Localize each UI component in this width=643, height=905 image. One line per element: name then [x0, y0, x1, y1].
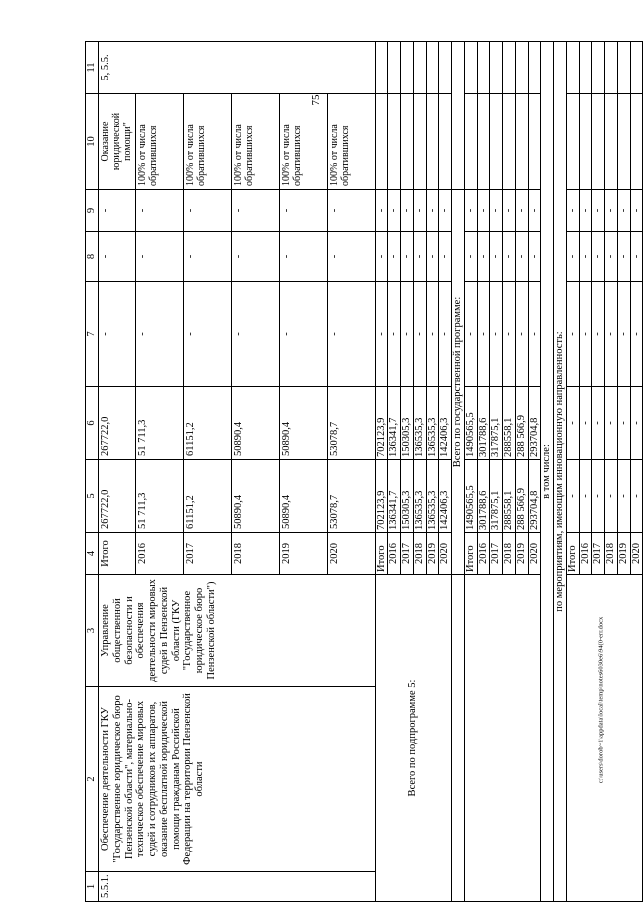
- empty-cell: [515, 94, 528, 190]
- value-cell: 136535,3: [413, 460, 426, 533]
- value-cell: 50890,4: [279, 387, 327, 460]
- value-cell: 293704,8: [528, 387, 541, 460]
- value-cell: -: [426, 232, 439, 282]
- value-cell: -: [592, 282, 605, 387]
- value-cell: -: [401, 190, 414, 232]
- header-cell: 11: [86, 42, 99, 94]
- year-cell: 2019: [426, 533, 439, 575]
- empty-cell: [490, 94, 503, 190]
- empty-cell: [464, 94, 477, 190]
- value-cell: 317875,1: [490, 460, 503, 533]
- value-cell: -: [327, 190, 375, 232]
- value-cell: -: [327, 282, 375, 387]
- empty-cell: [413, 94, 426, 190]
- empty-cell: [426, 94, 439, 190]
- year-cell: 2016: [579, 533, 592, 575]
- year-cell: 2016: [135, 533, 183, 575]
- header-row: [86, 42, 99, 902]
- activity-executor: Управление общественной безопасности и обеспечения деятельности мировых судей в Пензенской области (ГКУ "Государственное юридическое бюро Пензенской области"): [99, 575, 376, 687]
- value-cell: -: [605, 232, 618, 282]
- year-cell: Итого: [99, 533, 136, 575]
- empty-cell: [401, 94, 414, 190]
- value-cell: -: [515, 190, 528, 232]
- value-cell: -: [630, 460, 643, 533]
- value-cell: 702123,9: [375, 387, 388, 460]
- table-row: [452, 42, 465, 902]
- value-cell: -: [279, 282, 327, 387]
- empty-cell: [375, 94, 388, 190]
- value-cell: -: [439, 282, 452, 387]
- indicator-cell: 100% от числа обратившихся: [183, 94, 231, 190]
- value-cell: -: [605, 387, 618, 460]
- section-label: по мероприятиям, имеющим инновационную направленность:: [554, 42, 567, 902]
- value-cell: -: [617, 190, 630, 232]
- value-cell: -: [388, 190, 401, 232]
- value-cell: -: [528, 190, 541, 232]
- value-cell: -: [490, 282, 503, 387]
- empty-cell: [515, 42, 528, 94]
- value-cell: 50890,4: [279, 460, 327, 533]
- empty-cell: [592, 42, 605, 94]
- value-cell: -: [579, 460, 592, 533]
- value-cell: -: [183, 190, 231, 232]
- table-row: [375, 42, 388, 902]
- year-cell: 2018: [231, 533, 279, 575]
- year-cell: 2016: [477, 533, 490, 575]
- empty-cell: [503, 94, 516, 190]
- value-cell: -: [503, 282, 516, 387]
- year-cell: 2020: [439, 533, 452, 575]
- program-table: [85, 41, 643, 902]
- year-cell: 2020: [327, 533, 375, 575]
- value-cell: -: [490, 190, 503, 232]
- value-cell: 142406,3: [439, 387, 452, 460]
- empty-cell: [630, 94, 643, 190]
- value-cell: -: [630, 387, 643, 460]
- value-cell: -: [490, 232, 503, 282]
- value-cell: -: [231, 232, 279, 282]
- year-cell: 2016: [388, 533, 401, 575]
- year-cell: 2017: [490, 533, 503, 575]
- value-cell: -: [579, 387, 592, 460]
- value-cell: -: [617, 460, 630, 533]
- empty-cell: [375, 42, 388, 94]
- value-cell: -: [426, 190, 439, 232]
- empty-cell: [605, 94, 618, 190]
- empty-cell: [464, 575, 541, 902]
- value-cell: -: [279, 232, 327, 282]
- value-cell: -: [279, 190, 327, 232]
- value-cell: -: [528, 232, 541, 282]
- empty-cell: [566, 575, 643, 902]
- value-cell: 50890,4: [231, 460, 279, 533]
- year-cell: Итого: [566, 533, 579, 575]
- header-cell: 6: [86, 387, 99, 460]
- year-cell: Итого: [375, 533, 388, 575]
- value-cell: -: [630, 282, 643, 387]
- value-cell: 51 711,3: [135, 387, 183, 460]
- value-cell: 702123,9: [375, 460, 388, 533]
- empty-cell: [579, 94, 592, 190]
- empty-cell: [477, 42, 490, 94]
- indicator-cell: 100% от числа обратившихся: [135, 94, 183, 190]
- empty-cell: [579, 42, 592, 94]
- value-cell: -: [439, 190, 452, 232]
- value-cell: -: [183, 282, 231, 387]
- value-cell: -: [528, 282, 541, 387]
- value-cell: 51 711,3: [135, 460, 183, 533]
- table-row: [464, 42, 477, 902]
- value-cell: -: [617, 387, 630, 460]
- value-cell: 53078,7: [327, 387, 375, 460]
- header-cell: 1: [86, 872, 99, 902]
- value-cell: -: [464, 232, 477, 282]
- empty-cell: [452, 575, 465, 902]
- value-cell: 293704,8: [528, 460, 541, 533]
- empty-cell: [528, 42, 541, 94]
- year-cell: 2017: [183, 533, 231, 575]
- empty-cell: [452, 42, 465, 190]
- header-cell: 9: [86, 190, 99, 232]
- subtotal-label: Всего по подпрограмме 5:: [375, 575, 452, 902]
- empty-cell: [605, 42, 618, 94]
- value-cell: -: [477, 232, 490, 282]
- value-cell: 288558,1: [503, 460, 516, 533]
- value-cell: -: [327, 232, 375, 282]
- empty-cell: [490, 42, 503, 94]
- value-cell: -: [515, 282, 528, 387]
- indicator-cell: 100% от числа обратившихся: [231, 94, 279, 190]
- empty-cell: [477, 94, 490, 190]
- value-cell: -: [231, 282, 279, 387]
- table-row: [541, 42, 554, 902]
- year-cell: 2020: [630, 533, 643, 575]
- value-cell: -: [566, 460, 579, 533]
- value-cell: -: [439, 232, 452, 282]
- table-row: [554, 42, 567, 902]
- value-cell: 50890,4: [231, 387, 279, 460]
- value-cell: 136535,3: [426, 460, 439, 533]
- value-cell: 1490565,5: [464, 460, 477, 533]
- value-cell: -: [566, 190, 579, 232]
- empty-cell: [566, 94, 579, 190]
- value-cell: -: [375, 190, 388, 232]
- indicator-cell: 100% от числа обратившихся: [279, 94, 327, 190]
- value-cell: 288 566,9: [515, 387, 528, 460]
- empty-cell: [617, 94, 630, 190]
- value-cell: 136341,7: [388, 387, 401, 460]
- year-cell: 2018: [605, 533, 618, 575]
- indicator-cell: 100% от числа обратившихся: [327, 94, 375, 190]
- value-cell: 288 566,9: [515, 460, 528, 533]
- activity-code: 5.5.1.: [99, 872, 376, 902]
- empty-cell: [528, 94, 541, 190]
- indicator-cell: Оказание юридической помощи": [99, 94, 136, 190]
- value-cell: -: [99, 282, 136, 387]
- header-cell: 5: [86, 460, 99, 533]
- value-cell: 150305,3: [401, 387, 414, 460]
- value-cell: -: [99, 232, 136, 282]
- value-cell: -: [630, 190, 643, 232]
- value-cell: 142406,3: [439, 460, 452, 533]
- value-cell: -: [99, 190, 136, 232]
- header-cell: 10: [86, 94, 99, 190]
- table-row: [566, 42, 579, 902]
- header-cell: 4: [86, 533, 99, 575]
- empty-cell: [630, 42, 643, 94]
- value-cell: -: [413, 232, 426, 282]
- value-cell: -: [579, 232, 592, 282]
- year-cell: 2019: [617, 533, 630, 575]
- empty-cell: [388, 42, 401, 94]
- year-cell: Итого: [464, 533, 477, 575]
- year-cell: 2019: [515, 533, 528, 575]
- value-cell: -: [401, 282, 414, 387]
- value-cell: -: [477, 282, 490, 387]
- value-cell: -: [617, 232, 630, 282]
- value-cell: -: [503, 232, 516, 282]
- value-cell: -: [503, 190, 516, 232]
- value-cell: 53078,7: [327, 460, 375, 533]
- year-cell: 2017: [592, 533, 605, 575]
- value-cell: 288558,1: [503, 387, 516, 460]
- value-cell: -: [630, 232, 643, 282]
- value-cell: -: [388, 232, 401, 282]
- table-row: [99, 42, 136, 902]
- empty-cell: [388, 94, 401, 190]
- value-cell: -: [231, 190, 279, 232]
- value-cell: 136341,7: [388, 460, 401, 533]
- value-cell: -: [375, 282, 388, 387]
- value-cell: -: [592, 190, 605, 232]
- value-cell: -: [464, 282, 477, 387]
- value-cell: 136535,3: [413, 387, 426, 460]
- empty-cell: [592, 94, 605, 190]
- value-cell: -: [592, 232, 605, 282]
- value-cell: 267722,0: [99, 387, 136, 460]
- empty-cell: [464, 42, 477, 94]
- value-cell: -: [579, 190, 592, 232]
- empty-cell: [439, 42, 452, 94]
- value-cell: -: [566, 232, 579, 282]
- empty-cell: [426, 42, 439, 94]
- header-cell: 2: [86, 687, 99, 872]
- value-cell: 301788,6: [477, 460, 490, 533]
- value-cell: -: [401, 232, 414, 282]
- value-cell: -: [592, 387, 605, 460]
- value-cell: 301788,6: [477, 387, 490, 460]
- value-cell: 61151,2: [183, 460, 231, 533]
- activity-name: Обеспечение деятельности ГКУ "Государственное юридическое бюро Пензенской области", материально- техническое обеспечение мировых судей и сотрудников их аппаратов, оказание бесплатной юридической помощи гражданам Российской Федерации на территории Пензенской области: [99, 687, 376, 872]
- value-cell: -: [413, 190, 426, 232]
- header-cell: 7: [86, 282, 99, 387]
- footer-file-path: c:\users\dorob~1\appdata\local\temp\notes6030e6\94(0-err.docx: [597, 616, 605, 784]
- value-cell: -: [605, 282, 618, 387]
- value-cell: 136535,3: [426, 387, 439, 460]
- empty-cell: [503, 42, 516, 94]
- value-cell: -: [605, 190, 618, 232]
- value-cell: -: [515, 232, 528, 282]
- value-cell: -: [135, 232, 183, 282]
- value-cell: -: [579, 282, 592, 387]
- value-cell: 317875,1: [490, 387, 503, 460]
- section-label: Всего по государственной программе:: [452, 190, 465, 575]
- year-cell: 2018: [503, 533, 516, 575]
- value-cell: -: [135, 190, 183, 232]
- empty-cell: [413, 42, 426, 94]
- empty-cell: [566, 42, 579, 94]
- value-cell: -: [426, 282, 439, 387]
- value-cell: 150305,3: [401, 460, 414, 533]
- empty-cell: [401, 42, 414, 94]
- value-cell: 1490565,5: [464, 387, 477, 460]
- year-cell: 2020: [528, 533, 541, 575]
- value-cell: -: [135, 282, 183, 387]
- empty-cell: [617, 42, 630, 94]
- value-cell: -: [566, 282, 579, 387]
- header-cell: 3: [86, 575, 99, 687]
- value-cell: -: [183, 232, 231, 282]
- activity-links: 5, 5.5.: [99, 42, 376, 94]
- empty-cell: [439, 94, 452, 190]
- value-cell: -: [388, 282, 401, 387]
- year-cell: 2018: [413, 533, 426, 575]
- header-cell: 8: [86, 232, 99, 282]
- value-cell: -: [605, 460, 618, 533]
- value-cell: -: [375, 232, 388, 282]
- year-cell: 2019: [279, 533, 327, 575]
- value-cell: -: [413, 282, 426, 387]
- value-cell: 61151,2: [183, 387, 231, 460]
- page-number: 75: [310, 94, 322, 106]
- section-label: в том числе:: [541, 42, 554, 902]
- value-cell: -: [464, 190, 477, 232]
- year-cell: 2017: [401, 533, 414, 575]
- value-cell: -: [617, 282, 630, 387]
- value-cell: 267722,0: [99, 460, 136, 533]
- value-cell: -: [592, 460, 605, 533]
- value-cell: -: [477, 190, 490, 232]
- value-cell: -: [566, 387, 579, 460]
